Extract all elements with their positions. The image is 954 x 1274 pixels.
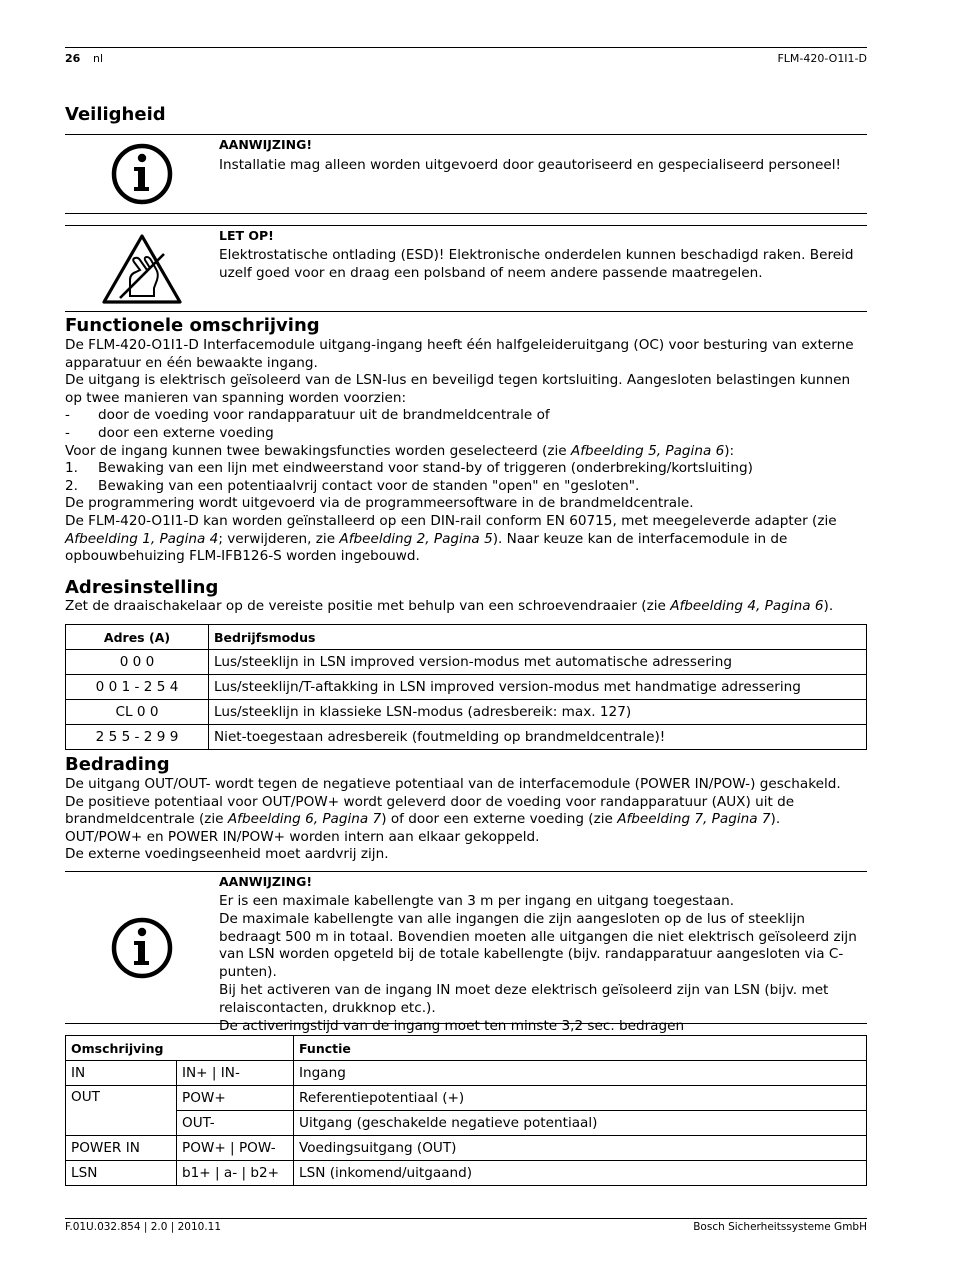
wiring-table [65,1035,867,1186]
wiring-line: OUT/POW+ en POWER IN/POW+ worden intern aan elkaar gekoppeld. [65,828,540,845]
table-header-row [66,625,867,650]
table-header-cell: Omschrijving [66,1036,294,1061]
table-cell: b1+ | a- | b2+ [177,1161,294,1186]
table-cell: POW+ | POW- [177,1136,294,1161]
table-row [66,1061,867,1086]
table-cell: IN+ | IN- [177,1061,294,1086]
esd-warning-icon [100,232,184,306]
section-title-wiring: Bedrading [65,754,170,775]
table-cell: 2 5 5 - 2 9 9 [66,725,209,750]
section-title-safety: Veiligheid [65,104,166,125]
address-table [65,624,867,750]
table-row [66,675,867,700]
notice2-line: De maximale kabellengte van alle ingangen die zijn aangesloten op de lus of steeklijn bedraagt 500 m in totaal. Bovendien moeten alle uitgangen die niet elektrisch geïsoleerd zijn van LSN worden opgeteld bij de totale kabellengte (bijv. randapparatuur aangesloten via C-punten). [219,910,857,981]
notice-body: Installatie mag alleen worden uitgevoerd door geautoriseerd en gespecialiseerd personeel! [219,157,841,173]
figure-reference: Afbeelding 6, Pagina 7 [227,811,382,828]
table-cell: POW+ [177,1086,294,1111]
functional-p5: De FLM-420-O1I1-D kan worden geïnstalleerd op een DIN-rail conform EN 60715, met meegeleverde adapter (zie Afbeelding 1, Pagina 4; verwijderen, zie Afbeelding 2, Pagina 5). Naar keuze kan de interfacemodule in de opbouwbehuizing FLM-IFB126-S worden ingebouwd. [65,512,837,565]
list-item-text: Bewaking van een potentiaalvrij contact voor de standen "open" en "gesloten". [98,477,640,494]
caution-rule-bottom [65,311,867,312]
functional-p1: De FLM-420-O1I1-D Interfacemodule uitgang-ingang heeft één halfgeleideruitgang (OC) voor besturing van externe apparatuur en één bewaakte ingang. [65,337,854,371]
table-cell: Lus/steeklijn/T-aftakking in LSN improved version-modus met handmatige adressering [209,675,867,700]
table-cell: Voedingsuitgang (OUT) [294,1136,867,1161]
table-header-cell: Adres (A) [66,625,209,650]
table-cell: OUT [66,1086,177,1136]
list-marker: 1. [65,460,78,477]
list-item [65,407,865,425]
table-cell: Uitgang (geschakelde negatieve potentiaal) [294,1111,867,1136]
caution-body: Elektrostatische ontlading (ESD)! Elektronische onderdelen kunnen beschadigd raken. Bereid uzelf goed voor en draag een polsband of neem andere passende maatregelen. [219,247,854,281]
table-cell: Ingang [294,1061,867,1086]
table-header-cell: Functie [294,1036,867,1061]
table-cell: OUT- [177,1111,294,1136]
footer-doc-id: F.01U.032.854 | 2.0 | 2010.11 [65,1221,222,1233]
section-title-functional: Functionele omschrijving [65,315,320,336]
product-name: FLM-420-O1I1-D [777,52,867,65]
caution-rule-top [65,225,867,226]
wiring-line: De positieve potentiaal voor OUT/POW+ wordt geleverd door de voeding voor randapparatuur (AUX) uit de brandmeldcentrale (zie Afbeelding 6, Pagina 7) of door een externe voeding (zie Afbeelding 7, Pagina 7). [65,793,795,828]
list-item-text: door een externe voeding [98,424,274,441]
list-marker: - [65,407,70,424]
table-header-cell: Bedrijfsmodus [209,625,867,650]
figure-reference: Afbeelding 2, Pagina 5 [339,530,493,547]
info-icon [110,916,174,980]
table-row [66,1111,867,1136]
list-marker: 2. [65,477,78,494]
footer-company: Bosch Sicherheitssysteme GmbH [693,1221,867,1233]
functional-p2: De uitgang is elektrisch geïsoleerd van de LSN-lus en beveiligd tegen kortsluiting. Aangesloten belastingen kunnen op twee manieren van spanning worden voorzien: [65,372,851,406]
wiring-line: De uitgang OUT/OUT- wordt tegen de negatieve potentiaal van de interfacemodule (POWER IN/POW-) geschakeld. [65,776,841,792]
table-row [66,1136,867,1161]
table-row [66,700,867,725]
section-title-address: Adresinstelling [65,577,219,598]
notice2-body [219,893,867,1035]
figure-reference: Afbeelding 4, Pagina 6 [670,598,824,614]
table-row [66,650,867,675]
table-cell: LSN [66,1161,177,1186]
info-icon [110,142,174,206]
list-marker: - [65,424,70,441]
notice2-line: Er is een maximale kabellengte van 3 m per ingang en uitgang toegestaan. [219,893,735,909]
functional-p4: De programmering wordt uitgevoerd via de programmeersoftware in de brandmeldcentrale. [65,495,694,512]
functional-p3: Voor de ingang kunnen twee bewakingsfuncties worden geselecteerd (zie Afbeelding 5, Pagina 6): [65,442,735,459]
table-header-row [66,1036,867,1061]
notice2-rule-top [65,871,867,872]
table-cell: Referentiepotentiaal (+) [294,1086,867,1111]
table-cell: CL 0 0 [66,700,209,725]
list-item-text: Bewaking van een lijn met eindweerstand voor stand-by of triggeren (onderbreking/kortsluiting) [98,460,753,477]
list-item [65,478,865,496]
wiring-line: De externe voedingseenheid moet aardvrij zijn. [65,846,389,863]
list-item [65,460,865,478]
wiring-text [65,776,865,864]
figure-reference: Afbeelding 7, Pagina 7 [617,811,771,828]
language-code: nl [93,52,104,65]
figure-reference: Afbeelding 5, Pagina 6 [570,442,725,459]
table-cell: IN [66,1061,177,1086]
notice-title: AANWIJZING! [219,137,313,152]
table-cell: LSN (inkomend/uitgaand) [294,1161,867,1186]
notice2-line: De activeringstijd van de ingang moet ten minste 3,2 sec. bedragen [219,1017,685,1034]
table-cell: Lus/steeklijn in LSN improved version-modus met automatische adressering [209,650,867,675]
table-row [66,725,867,750]
caution-title: LET OP! [219,228,274,243]
table-cell: Lus/steeklijn in klassieke LSN-modus (adresbereik: max. 127) [209,700,867,725]
table-cell: 0 0 1 - 2 5 4 [66,675,209,700]
header-rule [65,47,867,48]
notice2-rule-bottom [65,1023,867,1024]
notice2-line: Bij het activeren van de ingang IN moet deze elektrisch geïsoleerd zijn van LSN (bijv. met relaiscontacten, drukknop etc.). [219,981,829,1016]
figure-reference: Afbeelding 1, Pagina 4 [65,530,219,547]
table-cell: POWER IN [66,1136,177,1161]
notice-rule-top [65,134,867,135]
page-number: 26 [65,52,81,65]
footer-rule [65,1218,867,1219]
table-row [66,1086,867,1111]
table-cell: 0 0 0 [66,650,209,675]
table-row [66,1161,867,1186]
notice-rule-bottom [65,213,867,214]
table-cell: Niet-toegestaan adresbereik (foutmelding op brandmeldcentrale)! [209,725,867,750]
address-text: Zet de draaischakelaar op de vereiste positie met behulp van een schroevendraaier (zie Afbeelding 4, Pagina 6). [65,598,834,614]
functional-text [65,337,865,566]
list-item-text: door de voeding voor randapparatuur uit de brandmeldcentrale of [98,407,550,424]
list-item [65,425,865,443]
notice2-title: AANWIJZING! [219,874,313,889]
